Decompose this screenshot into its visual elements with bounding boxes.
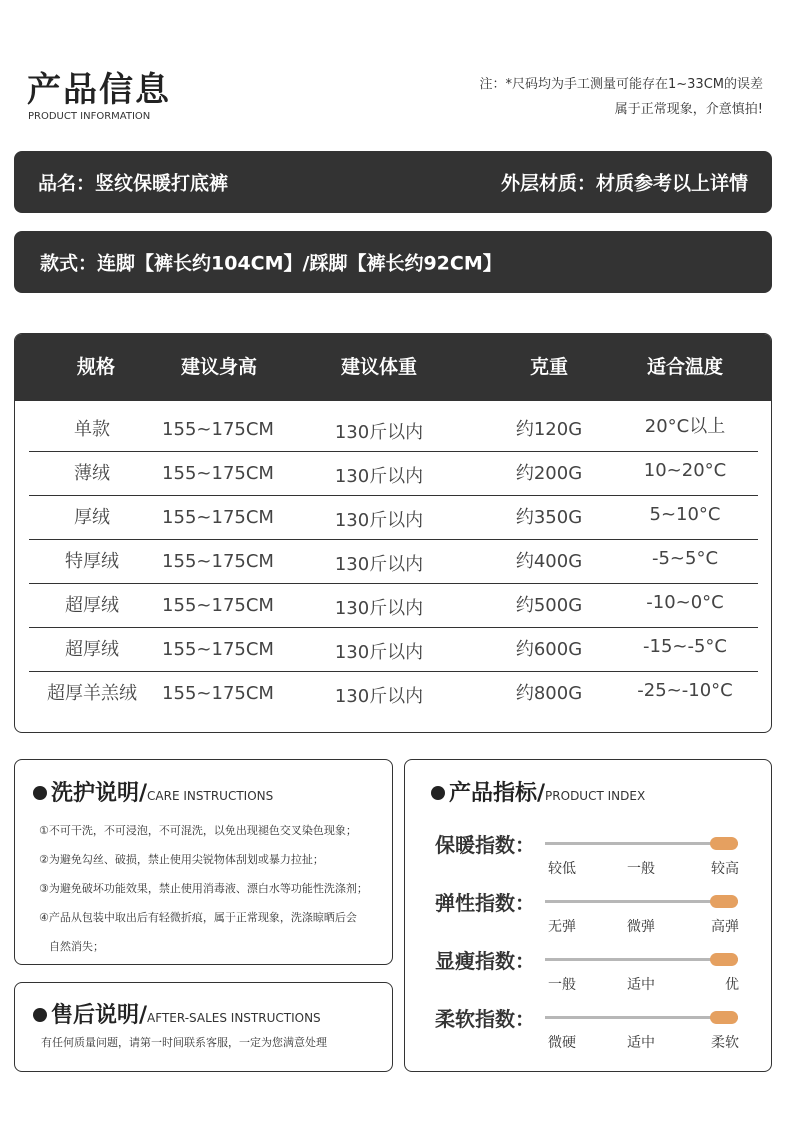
- care-title-en: CARE INSTRUCTIONS: [147, 789, 274, 803]
- header-gram: 克重: [529, 356, 569, 378]
- cell-gram: 约200G: [515, 463, 583, 484]
- index-option-high: 高弹: [711, 919, 739, 935]
- product-index-box: [404, 759, 772, 1072]
- table-row: [29, 628, 758, 672]
- index-label: 保暖指数：: [435, 833, 535, 857]
- softness-index: [405, 1003, 771, 1053]
- index-label: 柔软指数：: [435, 1007, 535, 1031]
- index-track: [545, 842, 738, 845]
- table-row: [29, 452, 758, 496]
- care-item: ④产品从包装中取出后有轻微折痕，属于正常现象，洗涤晾晒后会: [39, 911, 357, 924]
- cell-height: 155~175CM: [162, 595, 274, 616]
- index-option-mid: 适中: [627, 977, 655, 993]
- cell-spec: 超厚羊羔绒: [47, 683, 137, 704]
- outer-material: 外层材质：材质参考以上详情: [500, 172, 748, 195]
- cell-temperature: -25~-10°C: [637, 680, 733, 701]
- product-index-title: 产品指标/: [449, 781, 546, 806]
- index-track: [545, 1016, 738, 1019]
- cell-spec: 超厚绒: [65, 639, 119, 660]
- cell-gram: 约400G: [515, 551, 583, 572]
- cell-height: 155~175CM: [162, 463, 274, 484]
- table-row: [29, 584, 758, 628]
- product-style: 款式：连脚【裤长约104CM】/踩脚【裤长约92CM】: [40, 252, 502, 275]
- index-knob: [710, 895, 738, 908]
- cell-spec: 单款: [74, 419, 110, 440]
- cell-temperature: -15~-5°C: [643, 636, 727, 657]
- header-height: 建议身高: [180, 356, 258, 378]
- cell-spec: 薄绒: [74, 463, 110, 484]
- cell-weight: 130斤以内: [334, 466, 424, 487]
- index-option-low: 无弹: [548, 919, 576, 935]
- after-sales-heading: [33, 998, 321, 1029]
- care-title: 洗护说明/: [51, 781, 148, 806]
- table-row: [29, 408, 758, 452]
- page-subtitle: PRODUCT INFORMATION: [28, 111, 151, 122]
- cell-temperature: 20°C以上: [644, 416, 726, 437]
- care-item: 自然消失；: [49, 940, 104, 953]
- after-sales-title-en: AFTER-SALES INSTRUCTIONS: [147, 1011, 321, 1025]
- index-option-high: 优: [725, 977, 739, 993]
- cell-temperature: -10~0°C: [646, 592, 724, 613]
- after-sales-box: [14, 982, 393, 1072]
- cell-weight: 130斤以内: [334, 422, 424, 443]
- cell-weight: 130斤以内: [334, 510, 424, 531]
- table-row: [29, 496, 758, 540]
- index-option-mid: 适中: [627, 1035, 655, 1051]
- product-index-title-en: PRODUCT INDEX: [545, 789, 646, 803]
- cell-weight: 130斤以内: [334, 598, 424, 619]
- cell-gram: 约600G: [515, 639, 583, 660]
- care-item: ②为避免勾丝、破损，禁止使用尖锐物体刮划或暴力拉扯；: [39, 853, 324, 866]
- index-knob: [710, 1011, 738, 1024]
- measurement-note: [480, 72, 764, 122]
- table-header: [15, 334, 771, 401]
- index-label: 弹性指数：: [435, 891, 535, 915]
- care-instructions-box: [14, 759, 393, 965]
- cell-spec: 厚绒: [74, 507, 110, 528]
- index-fill: [545, 1016, 724, 1019]
- table-row: [29, 672, 758, 716]
- bullet-dot-icon: [33, 786, 47, 800]
- header-weight: 建议体重: [340, 356, 418, 378]
- product-name: 品名：竖纹保暖打底裤: [38, 172, 229, 195]
- care-item: ③为避免破坏功能效果，禁止使用消毒液、漂白水等功能性洗涤剂；: [39, 882, 368, 895]
- index-option-low: 微硬: [548, 1035, 576, 1051]
- header-temperature: 适合温度: [646, 356, 724, 378]
- bullet-dot-icon: [431, 786, 445, 800]
- index-label: 显瘦指数：: [435, 949, 535, 973]
- index-knob: [710, 953, 738, 966]
- cell-height: 155~175CM: [162, 507, 274, 528]
- care-item: ①不可干洗，不可浸泡，不可混洗，以免出现褪色交叉染色现象；: [39, 824, 357, 837]
- index-track: [545, 958, 738, 961]
- after-sales-text: 有任何质量问题，请第一时间联系客服，一定为您满意处理: [41, 1036, 327, 1049]
- index-track: [545, 900, 738, 903]
- cell-spec: 超厚绒: [65, 595, 119, 616]
- note-line-2: 属于正常现象，介意慎拍!: [614, 102, 763, 117]
- cell-gram: 约800G: [515, 683, 583, 704]
- index-fill: [545, 958, 724, 961]
- product-index-heading: [431, 776, 645, 807]
- size-table: [14, 333, 772, 733]
- after-sales-title: 售后说明/: [51, 1003, 148, 1028]
- index-fill: [545, 900, 724, 903]
- cell-temperature: 5~10°C: [649, 504, 721, 525]
- cell-height: 155~175CM: [162, 639, 274, 660]
- index-fill: [545, 842, 724, 845]
- index-option-mid: 微弹: [627, 919, 655, 935]
- cell-height: 155~175CM: [162, 551, 274, 572]
- elasticity-index: [405, 887, 771, 937]
- index-option-high: 柔软: [711, 1035, 739, 1051]
- header-spec: 规格: [76, 356, 116, 378]
- cell-height: 155~175CM: [162, 683, 274, 704]
- warmth-index: [405, 829, 771, 879]
- index-option-low: 一般: [548, 977, 576, 993]
- cell-weight: 130斤以内: [334, 642, 424, 663]
- cell-gram: 约350G: [515, 507, 583, 528]
- bullet-dot-icon: [33, 1008, 47, 1022]
- note-line-1: 注：*尺码均为手工测量可能存在1~33CM的误差: [479, 77, 763, 92]
- cell-gram: 约120G: [515, 419, 583, 440]
- page-title: 产品信息: [27, 70, 171, 110]
- style-bar: [14, 231, 772, 293]
- cell-temperature: 10~20°C: [643, 460, 727, 481]
- cell-height: 155~175CM: [162, 419, 274, 440]
- cell-spec: 特厚绒: [65, 551, 119, 572]
- cell-temperature: -5~5°C: [651, 548, 719, 569]
- cell-weight: 130斤以内: [334, 554, 424, 575]
- product-name-bar: [14, 151, 772, 213]
- index-knob: [710, 837, 738, 850]
- table-row: [29, 540, 758, 584]
- index-option-high: 较高: [711, 861, 739, 877]
- cell-weight: 130斤以内: [334, 686, 424, 707]
- index-option-low: 较低: [548, 861, 576, 877]
- care-list: [39, 816, 368, 961]
- slimming-index: [405, 945, 771, 995]
- index-option-mid: 一般: [627, 861, 655, 877]
- care-heading: [33, 776, 273, 807]
- cell-gram: 约500G: [515, 595, 583, 616]
